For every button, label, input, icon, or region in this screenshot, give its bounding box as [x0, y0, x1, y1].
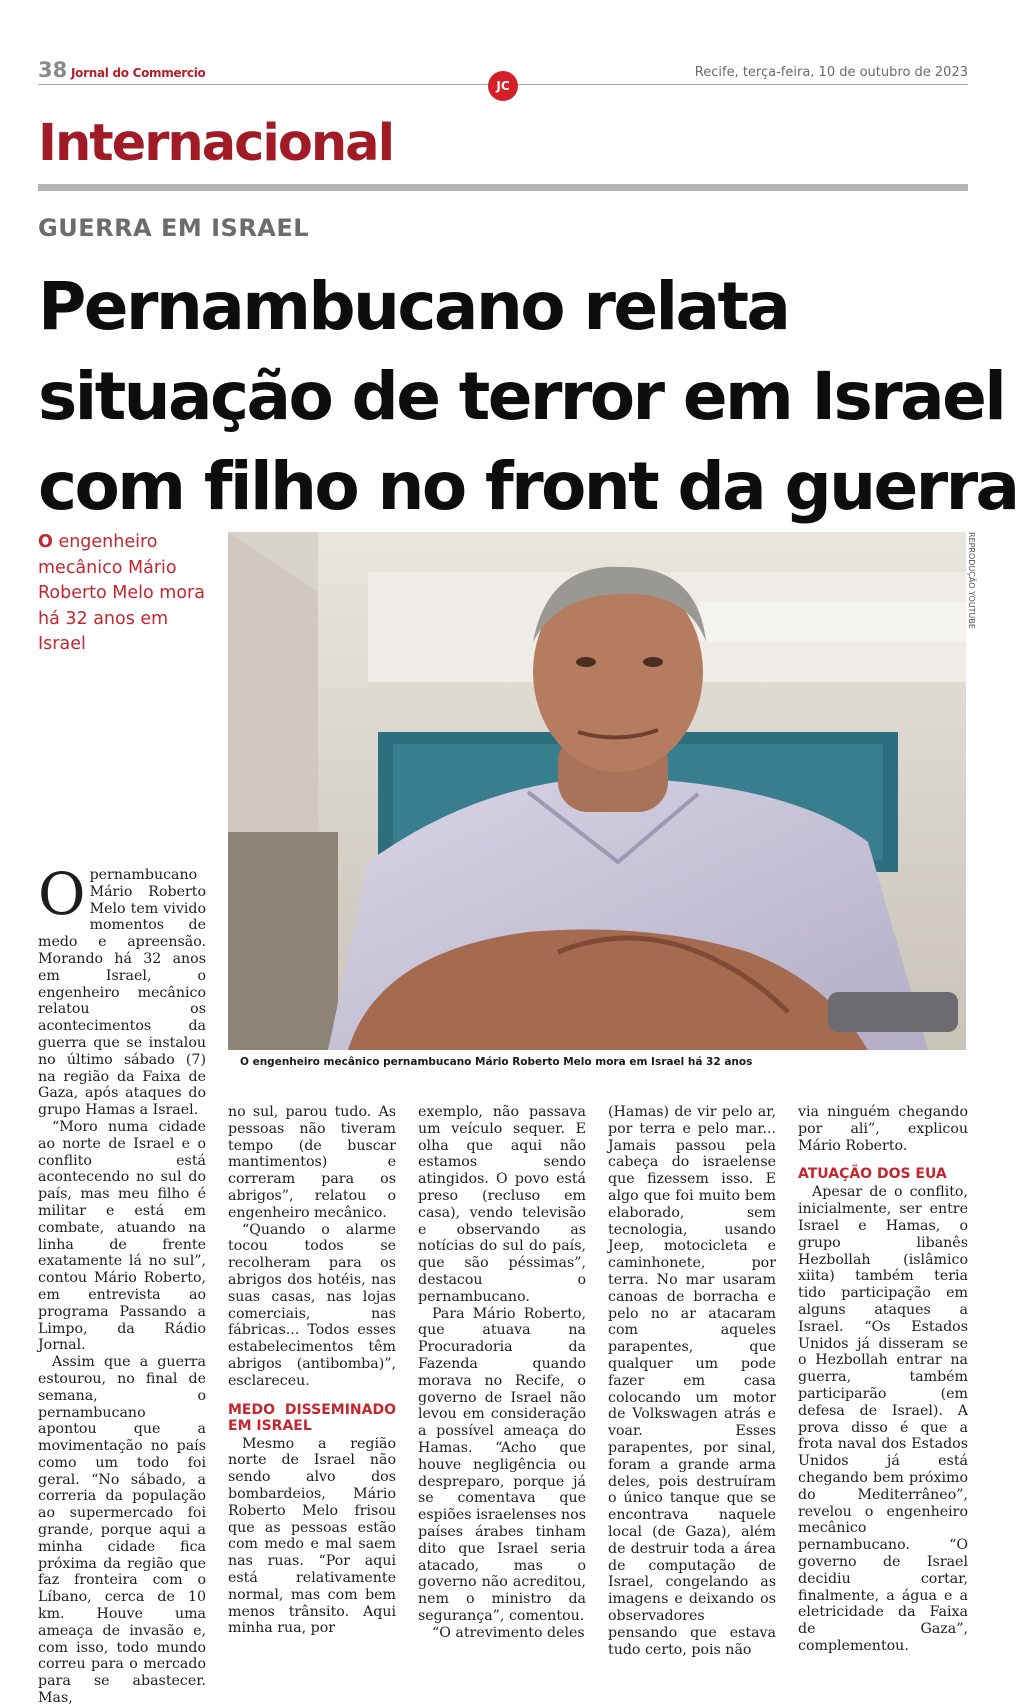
kicker: GUERRA EM ISRAEL [38, 214, 310, 242]
paragraph: via ninguém chegando por ali”, explicou Mário Roberto. [798, 1104, 968, 1154]
headline-line: Pernambucano relata [38, 268, 789, 345]
headline-line: situação de terror em Israel [38, 358, 1005, 435]
headline [38, 262, 1018, 532]
photo-credit-text: REPRODUÇÃO YOUTUBE [967, 532, 976, 629]
article-column-5 [798, 1104, 968, 1655]
paragraph [38, 860, 206, 1119]
photo-caption: O engenheiro mecânico pernambucano Mário Roberto Melo mora em Israel há 32 anos [240, 1056, 753, 1068]
article-photo [228, 532, 966, 1050]
paragraph: (Hamas) de vir pelo ar, por terra e pelo mar... Jamais passou pela cabeça do israelense que fizessem isso. E algo que foi muito bem elaborado, sem tecnologia, usando Jeep, motocicleta e caminhonete, por terra. No mar usaram canoas de borracha e pelo no ar atacaram com aqueles parapentes, que qualquer um pode fazer em casa colocando um motor de Volkswagen atrás e voar. Esses parapentes, por sinal, foram a grande arma deles, pois destruíram o único tanque que se encontrava naquele local (de Gaza), além de destruir toda a área de computação de Israel, congelando as imagens e deixando os observadores pensando que estava tudo certo, pois não [608, 1104, 776, 1658]
section-title: Internacional [38, 114, 394, 173]
paragraph: exemplo, não passava um veículo sequer. E olha que aqui não estamos sendo atingidos. O povo está preso (recluso em casa), vendo televisão e observando as notícias do sul do país, que são péssimas”, destacou o pernambucano. [418, 1104, 586, 1305]
paragraph: Assim que a guerra estourou, no final de semana, o pernambucano apontou que a movimentação no país como um todo foi geral. “No sábado, a correria da população ao supermercado foi grande, porque aqui a minha cidade fica próxima da região que faz fronteira com o Líbano, cerca de 10 km. Houve uma ameaça de invasão e, com isso, todo mundo correu para o mercado para se abastecer. Mas, [38, 1354, 206, 1707]
subheading: MEDO DISSEMINADO EM ISRAEL [228, 1401, 396, 1434]
paragraph: “Quando o alarme tocou todos se recolheram para os abrigos dos hotéis, nas suas casas, nas lojas comerciais, nas fábricas... Todos esses estabelecimentos têm abrigos (antibomba)”, esclareceu. [228, 1221, 396, 1389]
photo-credit [966, 532, 980, 692]
article-column-3 [418, 1104, 586, 1642]
lead-first-letter: O [38, 532, 53, 552]
paragraph: Mesmo a região norte de Israel não sendo alvo dos bombardeios, Mário Roberto Melo frisou que as pessoas estão com medo e mal saem nas ruas. “Por aqui está relativamente normal, mas com bem menos trânsito. Aqui minha rua, por [228, 1435, 396, 1637]
paragraph: Apesar de o conflito, inicialmente, ser entre Israel e Hamas, o grupo libanês Hezbollah (islâmico xiita) também teria tido participação em alguns ataques a Israel. “Os Estados Unidos já disseram se o Hezbollah entrar na guerra, também participarão (em defesa de Israel). A prova disso é que a frota naval dos Estados Unidos já está chegando bem próximo do Mediterrâneo”, revelou o engenheiro mecânico pernambucano. “O governo de Israel decidiu cortar, finalmente, a água e a eletricidade da Faixa de Gaza”, complementou. [798, 1184, 968, 1654]
section-divider [38, 184, 968, 191]
article-column-4 [608, 1104, 776, 1658]
article-column-1 [38, 860, 206, 1707]
headline-line: com filho no front da guerra [38, 448, 1018, 525]
subheading: ATUAÇÃO DOS EUA [798, 1166, 947, 1183]
lead-summary [38, 530, 213, 658]
newspaper-name: Jornal do Commercio [71, 66, 206, 80]
paragraph: “O atrevimento deles [432, 1624, 585, 1641]
paragraph-text: pernambucano Mário Roberto Melo tem vivido momentos de medo e apreensão. Morando há 32 anos em Israel, o engenheiro mecânico relatou os acontecimentos da guerra que se instalou no último sábado (7) na região da Faixa de Gaza, após ataques do grupo Hamas a Israel. [38, 867, 206, 1119]
drop-cap: O [38, 860, 86, 928]
jc-logo: JC [488, 71, 518, 101]
paragraph: no sul, parou tudo. As pessoas não tiveram tempo (de buscar mantimentos) e correram para os abrigos”, relatou o engenheiro mecânico. [228, 1104, 396, 1221]
dateline: Recife, terça-feira, 10 de outubro de 2023 [694, 65, 968, 80]
paragraph: “Moro numa cidade ao norte de Israel e o conflito está acontecendo no sul do país, mas meu filho é militar e está em combate, atuando na linha de frente exatamente lá no sul”, contou Mário Roberto, em entrevista ao programa Passando a Limpo, da Rádio Jornal. [38, 1118, 206, 1354]
page-number: 38 [38, 58, 68, 82]
lead-text: engenheiro mecânico Mário Roberto Melo mora há 32 anos em Israel [38, 532, 205, 654]
paragraph: Para Mário Roberto, que atuava na Procuradoria da Fazenda quando morava no Recife, o governo de Israel não levou em consideração a possível ameaça do Hamas. “Acho que houve negligência ou despreparo, porque já se comentava que espiões israelenses nos países árabes tinham dito que Israel seria atacado, mas o governo não acreditou, nem o ministro da segurança”, comentou. [418, 1305, 586, 1624]
article-column-2 [228, 1104, 396, 1637]
portrait-illustration [228, 532, 966, 1050]
